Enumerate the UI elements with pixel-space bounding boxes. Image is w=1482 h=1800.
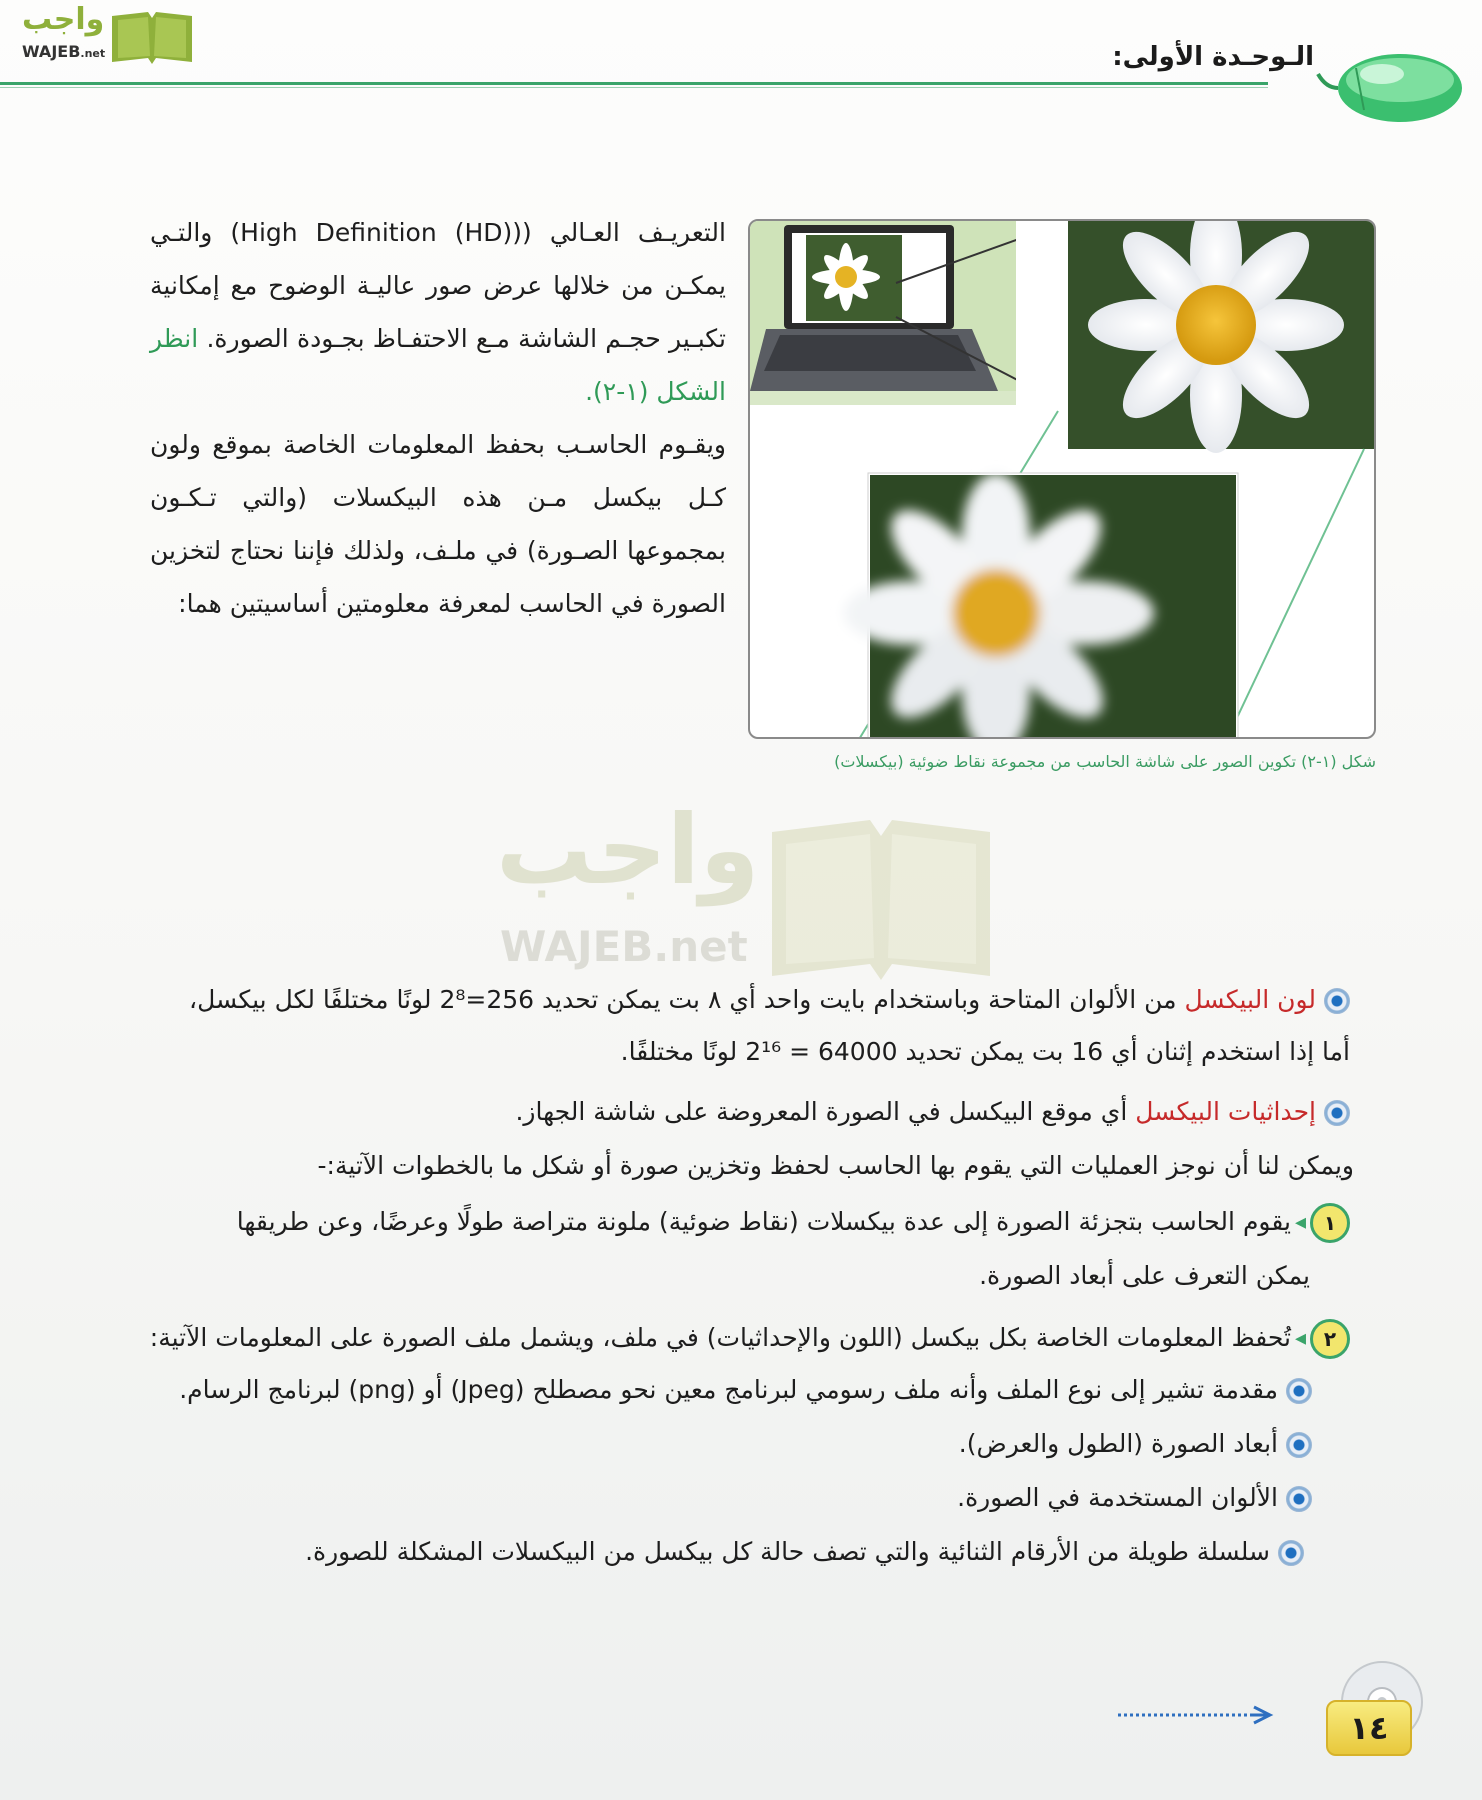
watermark [496,794,996,982]
step-2-line1: ٢◂تُحفظ المعلومات الخاصة بكل بيكسل (اللون والإحداثيات) في ملف، ويشمل ملف الصورة على المعلومات الآتية: [150,1318,1350,1359]
brand-arabic: واجب [22,2,105,37]
color-item-line1: لون البيكسل من الألوان المتاحة وباستخدام بايت واحد أي ٨ بت يمكن تحديد 2⁸=256 لونًا مختلفًا لكل بيكسل، [150,980,1350,1020]
unit-title: الـوحـدة الأولى: [1112,42,1314,72]
paragraph-hd-text: التعريـف العـالي ((High Definition (HD)) والتـي يمكـن من خلالها عرض صور عاليـة الوضوح مع إمكانية تكبـير حجـم الشاشة مـع الاحتفـاظ بجـودة الصورة. [150,218,727,353]
paragraph-storage: ويقـوم الحاسـب بحفظ المعلومات الخاصة بموقع ولون كـل بيكسل مـن هذه البيكسلات (والتي تـكـون بمجموعها الصـورة) في ملـف، ولذلك فإننا نحتاج لتخزين الصورة في الحاسب لمعرفة معلومتين أساسيتين هما: [150,430,726,618]
chevron-left-icon: ◂ [1294,1326,1306,1351]
book-logo-icon [108,8,196,66]
watermark-book-icon [766,812,996,982]
header-rule [0,82,1268,85]
bullet-icon [1286,1486,1312,1512]
step-2-badge: ٢ [1310,1319,1350,1359]
sub-item: الألوان المستخدمة في الصورة. [150,1478,1312,1518]
step-1-badge: ١ [1310,1203,1350,1243]
bullet-icon [1324,988,1350,1014]
mouse-icon [1316,44,1466,130]
sub-item: مقدمة تشير إلى نوع الملف وأنه ملف رسومي لبرنامج معين نحو مصطلح (Jpeg) أو (png) لبرنامج الرسام. [150,1370,1312,1410]
steps-intro: ويمكن لنا أن نوجز العمليات التي يقوم بها الحاسب لحفظ وتخزين صورة أو شكل ما بالخطوات الآتية:- [317,1151,1354,1180]
color-item-line2: أما إذا استخدم إثنان أي 16 بت يمكن تحديد 2¹⁶ = 64000 لونًا مختلفًا. [620,1037,1350,1066]
watermark-arabic: واجب [496,794,760,906]
bullet-icon [1278,1540,1304,1566]
bullet-icon [1324,1100,1350,1126]
brand-logo [10,2,190,66]
brand-latin: WAJEB.net [22,42,106,61]
math-2-pow-16: 2¹⁶ = 64000 [745,1037,898,1066]
watermark-latin: WAJEB.net [500,922,748,971]
figure-caption: شكل (١-٢) تكوين الصور على شاشة الحاسب من مجموعة نقاط ضوئية (بيكسلات) [834,752,1376,771]
figure-reference: انظر الشكل (١-٢). [150,324,726,406]
term-pixel-color: لون البيكسل [1184,985,1316,1014]
figure-illustration [748,221,1374,739]
step-1-line1: ١◂يقوم الحاسب بتجزئة الصورة إلى عدة بيكسلات (نقاط ضوئية) ملونة متراصة طولًا وعرضًا، وعن طريقها [150,1202,1350,1243]
math-2-pow-8: 2⁸=256 [439,985,535,1014]
step-1-line2: يمكن التعرف على أبعاد الصورة. [979,1261,1310,1290]
header-rule-thin [0,87,1268,88]
sub-item: أبعاد الصورة (الطول والعرض). [150,1424,1312,1464]
sub-item: سلسلة طويلة من الأرقام الثنائية والتي تصف حالة كل بيكسل من البيكسلات المشكلة للصورة. [150,1532,1304,1572]
coord-item: إحداثيات البيكسل أي موقع البيكسل في الصورة المعروضة على شاشة الجهاز. [150,1092,1350,1132]
dotted-arrow-icon [1118,1704,1288,1726]
paragraph-hd [150,206,726,418]
term-pixel-coordinates: إحداثيات البيكسل [1135,1097,1316,1126]
figure-pixels [748,219,1376,739]
bullet-icon [1286,1378,1312,1404]
page-number: ١٤ [1326,1700,1412,1756]
bullet-icon [1286,1432,1312,1458]
chevron-left-icon: ◂ [1294,1210,1306,1235]
